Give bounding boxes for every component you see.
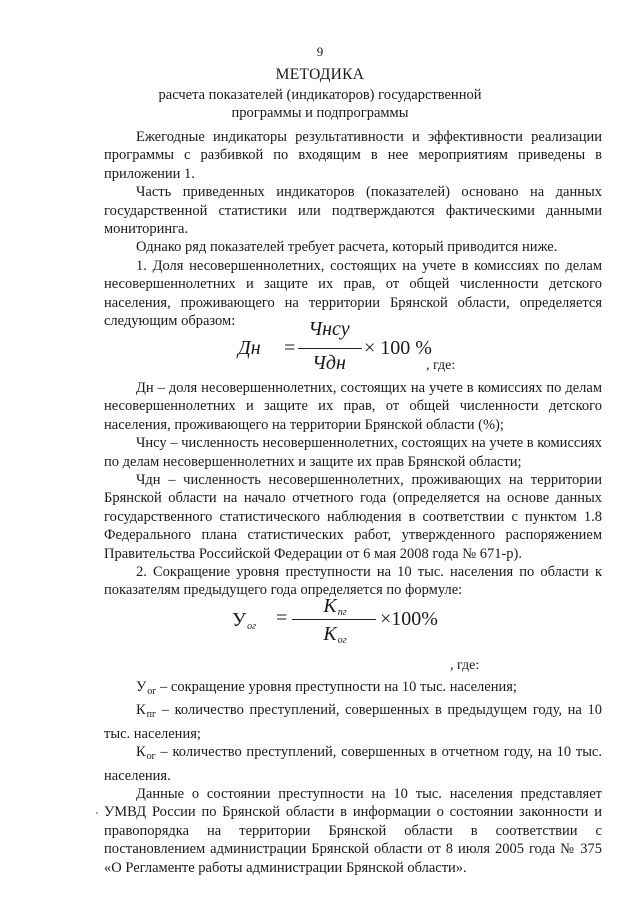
formula1-numerator: Чнсу <box>308 318 350 340</box>
intro-text <box>104 128 602 330</box>
formula1-fraction-bar <box>298 348 362 349</box>
formula1-denominator: Чдн <box>312 352 346 374</box>
definitions-text <box>104 379 602 600</box>
paragraph-calculation: Однако ряд показателей требует расчета, который приводится ниже. <box>136 239 558 256</box>
paragraph-data-source: Данные о состоянии преступности на 10 тыс. населения представляет УМВД России по Брянской области в информации о состоянии законности и правопорядка на территории Брянской области в соответствии с постановлением администрации Брянской области от 8 июля 2005 года № 375 «О Регламенте работы администрации Брянской области». <box>104 786 602 876</box>
formula-crime-reduction <box>232 595 452 655</box>
definition-chdn: Чдн – численность несовершеннолетних, проживающих на территории Брянской области на начало отчетного года (определяется на основе данных государственного статистического наблюдения в соответствии с пунктом 1.8 Федерального плана статистических работ, утвержденного распоряжением Правительства Российской Федерации от 6 мая 2008 года № 671-р). <box>104 472 602 562</box>
formula2-numerator: $К_{пг}$ <box>323 595 347 618</box>
paragraph-statistics: Часть приведенных индикаторов (показателей) основано на данных государственной статистики или подтверждаются фактическими данными мониторинга. <box>104 184 602 238</box>
formula1-where: , где: <box>426 358 456 373</box>
definition-dn: Дн – доля несовершеннолетних, состоящих на учете в комиссиях по делам несовершеннолетних и защите их прав, от общей численности детского населения, проживающего на территории Брянской области (%); <box>104 380 602 433</box>
formula2-where: , где: <box>450 658 480 673</box>
formula2-fraction-bar <box>292 619 376 620</box>
formula1-lhs: Дн <box>238 337 261 359</box>
formula-share-minors <box>238 318 438 378</box>
definition-kpg: $К_{пг}$ – количество преступлений, совершенных в предыдущем году, на 10 тыс. населения; <box>104 702 602 742</box>
paragraph-indicators: Ежегодные индикаторы результативности и эффективности реализации программы с разбивкой по входящим в нее мероприятиям приведены в приложении 1. <box>104 129 602 182</box>
page-number: 9 <box>316 44 324 59</box>
formula2-multiplier: ×100% <box>380 608 438 630</box>
formula2-lhs: $У_{ог}$ <box>232 609 257 632</box>
formula1-equals: = <box>284 337 296 359</box>
document-title: МЕТОДИКА <box>275 66 365 83</box>
paragraph-item-1: 1. Доля несовершеннолетних, состоящих на учете в комиссиях по делам несовершеннолетних и защите их прав, от общей численности детского населения, проживающего на территории Брянской области, определяется следующим образом: <box>104 257 602 330</box>
paragraph-item-2: 2. Сокращение уровня преступности на 10 тыс. населения по области к показателям предыдущего года определяется по формуле: <box>104 564 602 599</box>
document-subtitle: расчета показателей (индикаторов) государственной программы и подпрограммы <box>158 87 482 121</box>
formula2-equals: = <box>276 607 288 629</box>
definition-uog: $У_{ог}$ – сокращение уровня преступности на 10 тыс. населения; <box>136 679 517 697</box>
formula2-denominator: $К_{ог}$ <box>323 623 347 646</box>
definition-kog: $К_{ог}$ – количество преступлений, совершенных в отчетном году, на 10 тыс. населения. <box>104 744 602 784</box>
definition-chnsu: Чнсу – численность несовершеннолетних, состоящих на учете в комиссиях по делам несовершеннолетних и защите их прав Брянской области; <box>104 435 602 470</box>
crime-definitions-text <box>104 678 602 877</box>
scan-speck <box>96 812 98 814</box>
formula1-multiplier: × 100 % <box>364 337 432 359</box>
